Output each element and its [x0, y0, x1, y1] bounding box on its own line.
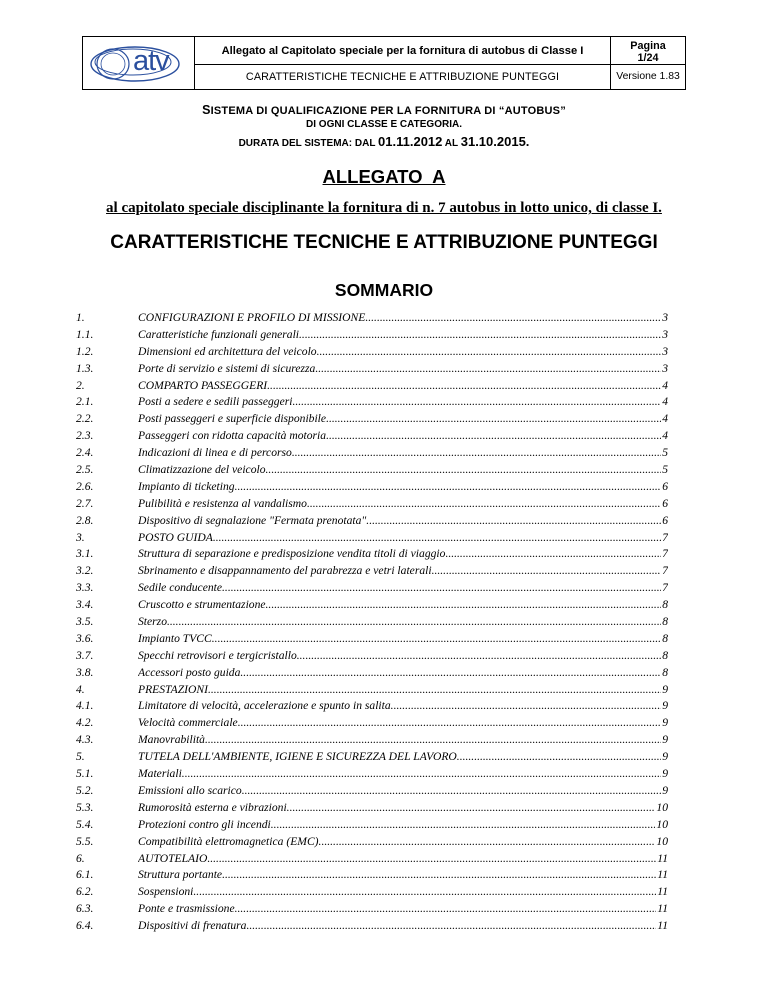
toc-entry-title: TUTELA DELL'AMBIENTE, IGIENE E SICUREZZA DEL LAVORO	[138, 750, 457, 764]
toc-entry-leader	[317, 344, 662, 361]
toc-entry-line	[138, 394, 668, 411]
toc-entry-number: 1.2.	[76, 344, 94, 358]
toc-entry-line	[138, 327, 668, 344]
toc-entry-page: 6	[662, 479, 668, 493]
toc-entry[interactable]	[76, 614, 668, 631]
toc-entry[interactable]	[76, 513, 668, 530]
toc-entry-page: 11	[657, 902, 668, 916]
toc-entry-number: 6.	[76, 851, 85, 865]
toc-entry-number: 4.2.	[76, 716, 94, 730]
toc-entry-leader	[326, 411, 661, 428]
capitolato-subtitle: al capitolato speciale disciplinante la fornitura di n. 7 autobus in lotto unico, di classe I.	[106, 200, 662, 216]
toc-entry-leader	[212, 631, 661, 648]
toc-entry-title: Dispositivi di frenatura	[138, 919, 247, 933]
toc-entry-page: 9	[662, 733, 668, 747]
toc-entry-line	[138, 834, 668, 851]
toc-entry-title: Specchi retrovisori e tergicristallo	[138, 648, 297, 662]
toc-entry[interactable]	[76, 698, 668, 715]
toc-entry-leader	[287, 800, 656, 817]
toc-entry-title: Protezioni contro gli incendi	[138, 817, 271, 831]
toc-entry-line	[138, 732, 668, 749]
toc-entry-number: 2.	[76, 378, 85, 392]
document-header	[82, 36, 686, 90]
atv-logo	[83, 37, 195, 89]
toc-entry-number: 3.2.	[76, 564, 94, 578]
toc-entry-title: Climatizzazione del veicolo	[138, 463, 266, 477]
system-line-1	[0, 103, 768, 117]
toc-entry-title: Struttura portante	[138, 868, 223, 882]
toc-entry-leader	[315, 361, 661, 378]
toc-entry-line	[138, 530, 668, 547]
toc-entry[interactable]	[76, 648, 668, 665]
toc-entry-title: COMPARTO PASSEGGERI	[138, 378, 268, 392]
toc-entry-leader	[208, 682, 661, 699]
toc-entry-leader	[235, 479, 662, 496]
toc-entry-title: Velocità commerciale	[138, 716, 238, 730]
system-line-1-initial: S	[202, 103, 211, 117]
toc-entry-number: 2.4.	[76, 446, 94, 460]
toc-entry-page: 8	[662, 615, 668, 629]
toc-entry-title: Dispositivo di segnalazione "Fermata prenotata"	[138, 513, 367, 527]
toc-entry-page: 4	[662, 412, 668, 426]
toc-entry-number: 5.	[76, 750, 85, 764]
toc-entry-page: 4	[662, 395, 668, 409]
toc-entry-line	[138, 411, 668, 428]
toc-entry-leader	[240, 665, 661, 682]
toc-entry-page: 5	[662, 463, 668, 477]
toc-entry-line	[138, 496, 668, 513]
toc-entry-line	[138, 479, 668, 496]
toc-entry-line	[138, 546, 668, 563]
toc-entry-line	[138, 614, 668, 631]
toc-entry[interactable]	[76, 800, 668, 817]
toc-entry-number: 3.	[76, 530, 85, 544]
toc-entry-line	[138, 597, 668, 614]
header-doc-subtitle: CARATTERISTICHE TECNICHE E ATTRIBUZIONE PUNTEGGI	[245, 71, 560, 83]
sommario-heading: SOMMARIO	[334, 280, 434, 300]
toc-entry-title: Posti a sedere e sedili passeggeri	[138, 395, 293, 409]
toc-entry-page: 9	[662, 783, 668, 797]
toc-entry-leader	[266, 462, 662, 479]
toc-entry[interactable]	[76, 884, 668, 901]
header-page	[611, 37, 685, 65]
toc-entry-number: 3.7.	[76, 648, 94, 662]
toc-entry-page: 8	[662, 631, 668, 645]
toc-entry-page: 8	[662, 598, 668, 612]
toc-entry-leader	[319, 834, 656, 851]
toc-entry-number: 5.4.	[76, 817, 94, 831]
toc-entry-number: 5.3.	[76, 800, 94, 814]
toc-entry-title: Ponte e trasmissione	[138, 902, 235, 916]
toc-entry-leader	[297, 648, 661, 665]
toc-entry-title: AUTOTELAIO	[138, 851, 208, 865]
toc-entry-number: 3.6.	[76, 631, 94, 645]
toc-entry-page: 6	[662, 513, 668, 527]
toc-entry-title: Caratteristiche funzionali generali	[138, 327, 300, 341]
toc-entry-title: Impianto TVCC	[138, 631, 212, 645]
toc-entry-page: 8	[662, 648, 668, 662]
system-line-1-quote: “AUTOBUS”	[498, 105, 566, 117]
toc-entry-leader	[222, 580, 661, 597]
toc-entry-leader	[432, 563, 662, 580]
system-line-2: DI OGNI CLASSE E CATEGORIA.	[306, 119, 462, 130]
toc-entry-number: 4.	[76, 682, 85, 696]
toc-entry[interactable]	[76, 851, 668, 868]
toc-entry-leader	[266, 597, 662, 614]
toc-entry-number: 2.6.	[76, 479, 94, 493]
toc-entry-line	[138, 428, 668, 445]
toc-entry-page: 9	[662, 682, 668, 696]
toc-entry-leader	[292, 445, 661, 462]
toc-entry-title: Sospensioni	[138, 885, 194, 899]
toc-entry-leader	[238, 715, 662, 732]
toc-entry[interactable]	[76, 496, 668, 513]
toc-entry-title: POSTO GUIDA	[138, 530, 213, 544]
toc-entry-line	[138, 766, 668, 783]
toc-entry-number: 5.2.	[76, 783, 94, 797]
toc-entry[interactable]	[76, 732, 668, 749]
toc-entry[interactable]	[76, 834, 668, 851]
toc-entry-line	[138, 513, 668, 530]
toc-entry-number: 3.1.	[76, 547, 94, 561]
toc-entry-number: 1.	[76, 311, 85, 324]
header-page-cell	[611, 37, 685, 89]
toc-entry-page: 11	[657, 919, 668, 933]
toc-entry-title: CONFIGURAZIONI E PROFILO DI MISSIONE	[138, 311, 366, 324]
toc-entry-line	[138, 867, 668, 884]
header-title-cell	[195, 37, 611, 89]
system-line-3	[0, 134, 768, 149]
toc-entry-page: 11	[657, 885, 668, 899]
logo-text: atv	[133, 45, 169, 77]
toc-entry-leader	[213, 530, 661, 547]
toc-entry-line	[138, 580, 668, 597]
header-version: Versione 1.83	[616, 71, 680, 82]
toc-entry[interactable]	[76, 344, 668, 361]
toc-entry-line	[138, 749, 668, 766]
toc-entry[interactable]	[76, 378, 668, 395]
toc-entry-number: 2.7.	[76, 496, 94, 510]
header-page-value: 1/24	[637, 52, 659, 64]
table-of-contents	[76, 310, 668, 935]
toc-entry-title: Dimensioni ed architettura del veicolo	[138, 344, 317, 358]
toc-entry-leader	[222, 867, 656, 884]
toc-entry-title: Porte di servizio e sistemi di sicurezza	[138, 361, 316, 375]
toc-entry-line	[138, 310, 668, 327]
toc-entry-line	[138, 783, 668, 800]
toc-entry-number: 1.1.	[76, 327, 94, 341]
system-start-date: 01.11.2012	[378, 134, 443, 149]
toc-entry-leader	[365, 310, 661, 327]
toc-entry[interactable]	[76, 867, 668, 884]
toc-entry-leader	[292, 394, 661, 411]
toc-entry-line	[138, 665, 668, 682]
toc-entry-line	[138, 800, 668, 817]
toc-entry-title: Accessori posto guida	[138, 665, 241, 679]
main-title: CARATTERISTICHE TECNICHE E ATTRIBUZIONE PUNTEGGI	[110, 232, 658, 253]
toc-entry-title: Pulibilità e resistenza al vandalismo	[138, 496, 307, 510]
toc-entry[interactable]	[76, 530, 668, 547]
toc-entry-page: 10	[656, 817, 668, 831]
toc-entry-page: 7	[662, 530, 668, 544]
toc-entry-title: Struttura di separazione e predisposizione vendita titoli di viaggio	[138, 547, 446, 561]
toc-entry-page: 10	[656, 834, 668, 848]
toc-entry-page: 9	[662, 750, 668, 764]
toc-entry-leader	[271, 817, 656, 834]
toc-entry-number: 3.8.	[76, 665, 94, 679]
toc-entry-page: 9	[662, 716, 668, 730]
toc-entry[interactable]	[76, 428, 668, 445]
toc-entry-page: 6	[662, 496, 668, 510]
toc-entry[interactable]	[76, 665, 668, 682]
toc-entry-number: 2.2.	[76, 412, 94, 426]
toc-entry-line	[138, 817, 668, 834]
toc-entry-title: Cruscotto e strumentazione	[138, 598, 266, 612]
toc-entry[interactable]	[76, 580, 668, 597]
toc-entry-leader	[326, 428, 661, 445]
toc-entry[interactable]	[76, 631, 668, 648]
toc-entry-line	[138, 462, 668, 479]
toc-entry-number: 2.1.	[76, 395, 94, 409]
toc-entry[interactable]	[76, 682, 668, 699]
toc-entry-page: 5	[662, 446, 668, 460]
toc-entry[interactable]	[76, 546, 668, 563]
toc-entry-line	[138, 344, 668, 361]
toc-entry[interactable]	[76, 715, 668, 732]
toc-entry-title: Posti passeggeri e superficie disponibile	[138, 412, 327, 426]
toc-entry[interactable]	[76, 327, 668, 344]
toc-entry-number: 5.5.	[76, 834, 94, 848]
toc-entry-page: 8	[662, 665, 668, 679]
header-doc-title: Allegato al Capitolato speciale per la fornitura di autobus di Classe I	[195, 37, 610, 65]
system-duration-to: AL	[442, 138, 461, 149]
toc-entry-number: 3.4.	[76, 598, 94, 612]
toc-entry[interactable]	[76, 394, 668, 411]
toc-entry-page: 10	[656, 800, 668, 814]
toc-entry-number: 6.2.	[76, 885, 94, 899]
toc-entry-title: Impianto di ticketing	[138, 479, 235, 493]
toc-entry[interactable]	[76, 462, 668, 479]
toc-entry-page: 9	[662, 699, 668, 713]
toc-entry-page: 3	[662, 311, 668, 324]
toc-entry-leader	[242, 783, 662, 800]
toc-entry[interactable]	[76, 749, 668, 766]
toc-entry-line	[138, 563, 668, 580]
toc-entry-number: 3.5.	[76, 615, 94, 629]
toc-entry-page: 4	[662, 429, 668, 443]
toc-entry-title: Rumorosità esterna e vibrazioni	[138, 800, 287, 814]
toc-entry-title: Compatibilità elettromagnetica (EMC)	[138, 834, 319, 848]
toc-entry-title: Sterzo	[138, 615, 167, 629]
toc-entry[interactable]	[76, 563, 668, 580]
toc-entry-line	[138, 361, 668, 378]
toc-entry-leader	[366, 513, 661, 530]
toc-entry-title: Passeggeri con ridotta capacità motoria	[138, 429, 327, 443]
system-end-date: 31.10.2015.	[460, 134, 530, 149]
toc-entry-page: 3	[662, 344, 668, 358]
toc-entry[interactable]	[76, 479, 668, 496]
toc-entry-title: Emissioni allo scarico	[138, 783, 242, 797]
toc-entry[interactable]	[76, 901, 668, 918]
toc-entry-title: Limitatore di velocità, accelerazione e spunto in salita	[138, 699, 391, 713]
system-line-1-text: ISTEMA DI QUALIFICAZIONE PER LA FORNITURA DI	[210, 105, 499, 117]
toc-entry-line	[138, 378, 668, 395]
header-page-label: Pagina	[630, 40, 666, 52]
toc-entry-line	[138, 715, 668, 732]
toc-entry-page: 3	[662, 327, 668, 341]
toc-entry-number: 6.4.	[76, 919, 94, 933]
toc-entry[interactable]	[76, 361, 668, 378]
toc-entry-leader	[299, 327, 661, 344]
toc-entry[interactable]	[76, 766, 668, 783]
toc-entry-number: 6.1.	[76, 868, 94, 882]
toc-entry[interactable]	[76, 783, 668, 800]
toc-entry-line	[138, 884, 668, 901]
toc-entry-number: 3.3.	[76, 581, 94, 595]
toc-entry-page: 4	[662, 378, 668, 392]
toc-entry-page: 7	[662, 547, 668, 561]
toc-entry-leader	[267, 378, 661, 395]
toc-entry-leader	[182, 766, 661, 783]
toc-entry-number: 2.3.	[76, 429, 94, 443]
toc-entry-title: PRESTAZIONI	[138, 682, 208, 696]
toc-entry-leader	[457, 749, 661, 766]
toc-entry-page: 9	[662, 767, 668, 781]
toc-entry-number: 1.3.	[76, 361, 94, 375]
toc-entry-number: 2.8.	[76, 513, 94, 527]
toc-entry[interactable]	[76, 817, 668, 834]
toc-entry-page: 3	[662, 361, 668, 375]
toc-entry-line	[138, 901, 668, 918]
toc-entry-title: Indicazioni di linea e di percorso	[138, 446, 292, 460]
toc-entry-title: Manovrabilità	[138, 733, 205, 747]
toc-entry[interactable]	[76, 918, 668, 935]
toc-entry-leader	[167, 614, 661, 631]
toc-entry[interactable]	[76, 310, 668, 327]
toc-entry-leader	[193, 884, 656, 901]
toc-entry[interactable]	[76, 597, 668, 614]
toc-entry-leader	[445, 546, 661, 563]
toc-entry-leader	[205, 732, 661, 749]
toc-entry-title: Materiali	[138, 767, 182, 781]
toc-entry-line	[138, 682, 668, 699]
toc-entry-line	[138, 918, 668, 935]
toc-entry-number: 2.5.	[76, 463, 94, 477]
toc-entry-title: Sbrinamento e disappannamento del parabrezza e vetri laterali	[138, 564, 432, 578]
toc-entry-leader	[235, 901, 657, 918]
toc-entry-number: 5.1.	[76, 767, 94, 781]
toc-entry[interactable]	[76, 411, 668, 428]
toc-entry-title: Sedile conducente	[138, 581, 223, 595]
toc-entry-number: 6.3.	[76, 902, 94, 916]
toc-entry-line	[138, 445, 668, 462]
toc-entry-leader	[207, 851, 656, 868]
allegato-title: ALLEGATO A	[322, 166, 446, 187]
toc-entry-page: 11	[657, 851, 668, 865]
toc-entry-page: 7	[662, 564, 668, 578]
toc-entry-leader	[307, 496, 661, 513]
toc-entry-line	[138, 631, 668, 648]
toc-entry-number: 4.1.	[76, 699, 94, 713]
toc-entry-page: 7	[662, 581, 668, 595]
toc-entry-line	[138, 851, 668, 868]
system-duration-label: DURATA DEL SISTEMA: DAL	[238, 138, 379, 149]
toc-entry-page: 11	[657, 868, 668, 882]
toc-entry-line	[138, 648, 668, 665]
toc-entry-leader	[391, 698, 662, 715]
toc-entry-line	[138, 698, 668, 715]
toc-entry-leader	[246, 918, 656, 935]
toc-entry[interactable]	[76, 445, 668, 462]
toc-entry-number: 4.3.	[76, 733, 94, 747]
